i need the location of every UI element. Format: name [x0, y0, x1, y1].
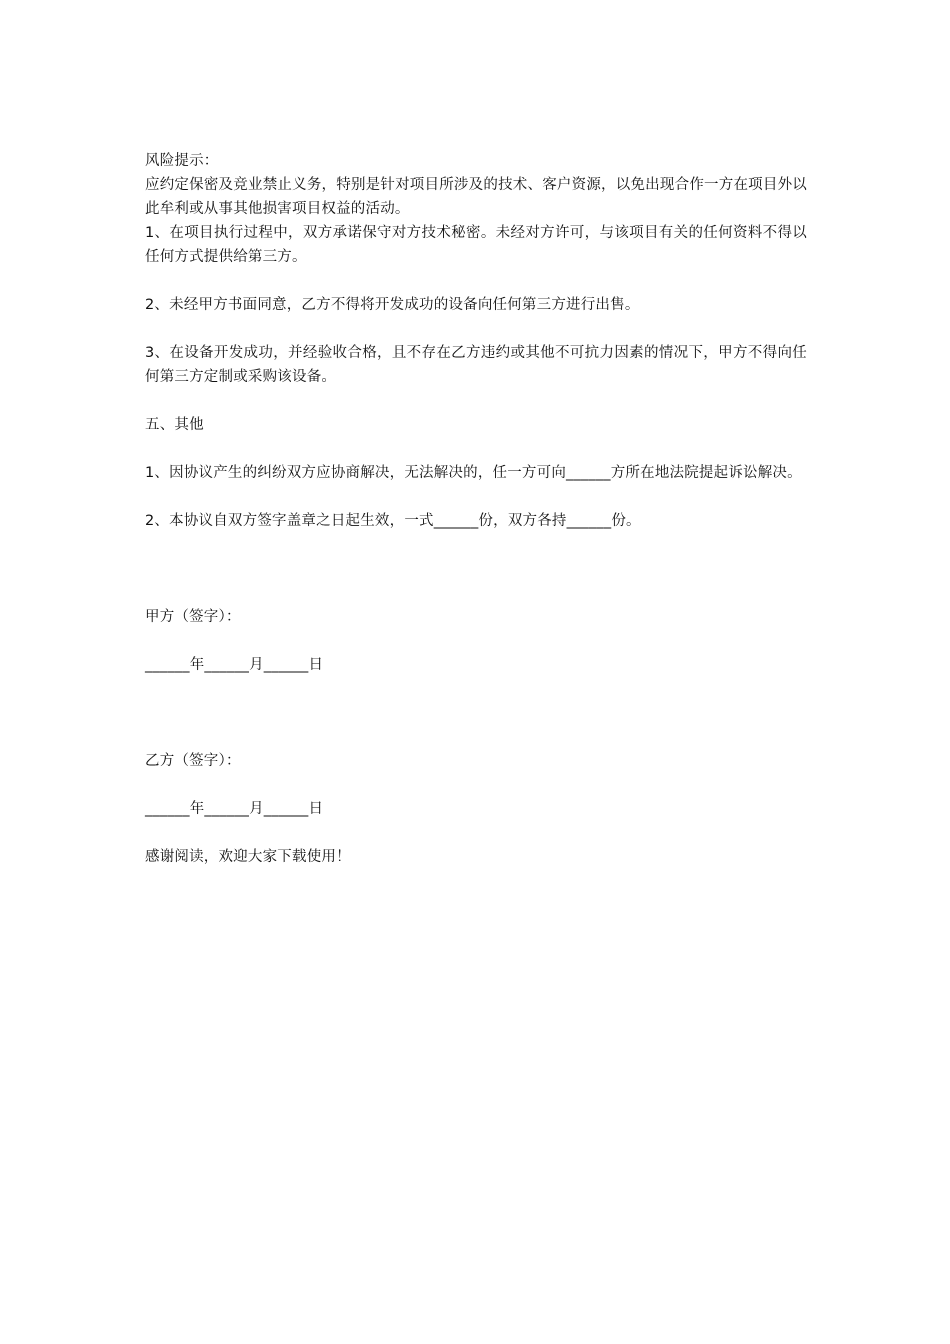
closing-note: 感谢阅读，欢迎大家下载使用！	[145, 849, 351, 865]
risk-text: 应约定保密及竞业禁止义务，特别是针对项目所涉及的技术、客户资源，以免出现合作一方在项目外以此牟利或从事其他损害项目权益的活动。	[145, 177, 807, 217]
party-b-signature: 乙方（签字）：	[145, 753, 241, 769]
clause-1: 1、在项目执行过程中，双方承诺保守对方技术秘密。未经对方许可，与该项目有关的任何资料不得以任何方式提供给第三方。	[145, 225, 807, 265]
section-5-title: 五、其他	[145, 417, 204, 433]
risk-title: 风险提示：	[145, 153, 219, 169]
party-a-date: ______年______月______日	[145, 657, 324, 673]
party-a-signature: 甲方（签字）：	[145, 609, 241, 625]
document-body	[145, 149, 807, 869]
other-clause-2: 2、本协议自双方签字盖章之日起生效，一式______份，双方各持______份。	[145, 513, 641, 529]
other-clause-1: 1、因协议产生的纠纷双方应协商解决，无法解决的，任一方可向______方所在地法院提起诉讼解决。	[145, 465, 802, 481]
clause-3: 3、在设备开发成功，并经验收合格，且不存在乙方违约或其他不可抗力因素的情况下，甲方不得向任何第三方定制或采购该设备。	[145, 345, 807, 385]
party-b-date: ______年______月______日	[145, 801, 324, 817]
clause-2: 2、未经甲方书面同意，乙方不得将开发成功的设备向任何第三方进行出售。	[145, 297, 640, 313]
